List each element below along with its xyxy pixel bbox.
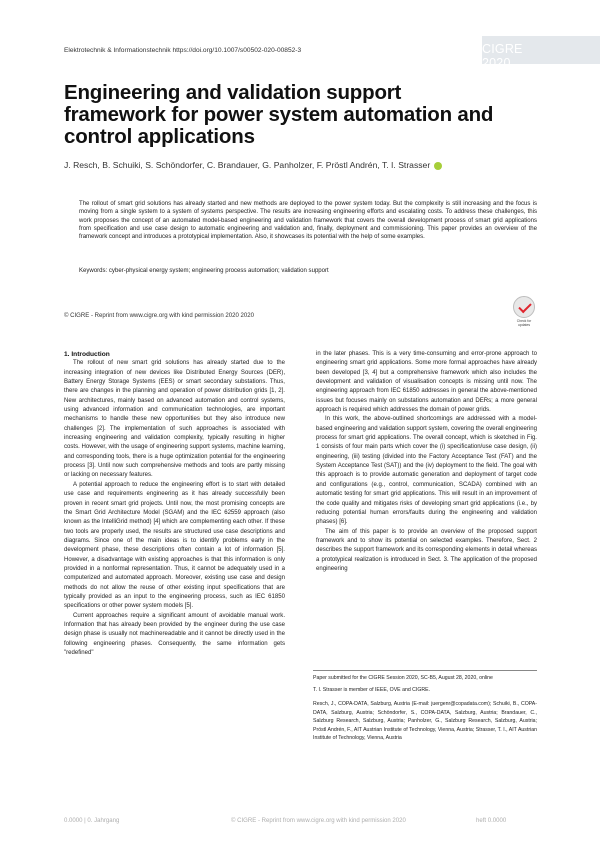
footer-page: heft 0.0000 xyxy=(476,818,507,824)
intro-paragraph-6: The aim of this paper is to provide an overview of the proposed support framework and to show its potential on selected examples. Therefore, Sect. 2 describes the support framework and its corresponding elements in detail whereas a prototypical realization is introduced in Sect. 3. The application of the proposed engineering xyxy=(316,528,537,572)
right-column xyxy=(316,350,537,574)
footer-issue: 0.0000 | 0. Jahrgang xyxy=(64,818,120,824)
footnote-affiliations: Resch, J., COPA-DATA, Salzburg, Austria (E-mail: juergenr@copadata.com); Schuiki, B., COPA-DATA, Salzburg, Austria; Schöndorfer, S., COPA-DATA, Salzburg, Austria; Brandauer, C., Salzburg Research, Salzburg, Austria; Panholzer, G., Salzburg Research, Salzburg, Austria; Pröstl Andrén, F., AIT Austrian Institute of Technology, Vienna, Austria; Strasser, T. I., AIT Austrian Institute of Technology, Vienna, Austria xyxy=(313,701,537,742)
intro-paragraph-1: The rollout of new smart grid solutions has already started due to the increasing integration of new devices like Distributed Energy Sources (DER), Battery Energy Storage Systems (EES) or smart secondary substations. Thus, there are changes in the planning and operation of power distribution grids [1, 2]. New architectures, mainly based on advanced automation and control systems, using advanced information and communication technologies, are important mechanisms to handle these new opportunities but they also introduce new challenges [2]. The implementation of such approaches is associated with increasing engineering and validation complexity, typically resulting in higher costs. However, with the usage of engineering support systems, machine learning, and corresponding tools, there is a huge optimization potential for the engineering process [3]. Until now such comprehensive methods and tools are partly missing or lacking on necessary features. xyxy=(64,360,285,479)
footnote-membership: T. I. Strasser is member of IEEE, OVE and CIGRE. xyxy=(313,687,431,693)
cigre-badge-label: CIGRE 2020 xyxy=(482,42,523,70)
intro-paragraph-5: In this work, the above-outlined shortcomings are addressed with a model-based engineering and validation support system, covering the overall engineering process for smart grid applications. The overall concept, which is sketched in Fig. 1 consists of four main parts which cover the (i) specification/use case design, (ii) engineering, (iii) testing (divided into the Factory Acceptance Test (FAT) and the System Acceptance Test (SAT)) and the (iv) deployment to the field. The goal with this approach is to provide automatic generation and deployment of target code and configurations (e.g., control, communication, SCADA) combined with an automatic testing for smart grid applications. This will result in an improvement of the code quality and mitigates risks of developing smart grid applications (i.e., by reducing potential human errors/faults during the engineering and validation phases) [6]. xyxy=(316,416,537,526)
abstract: The rollout of smart grid solutions has already started and new methods are deployed to the power system today. But the complexity is still increasing and the focus is moving from a single system to a system of systems perspective. The results are increasing engineering efforts and escalating costs. To address these challenges, this work proposes the concept of an automated model-based engineering and validation framework that covers the overall development process of smart grid applications from specification and use case design to automatic engineering and validation and, finally, deployment and commissioning. This paper provides an overview of the framework concept and introduces a prototypical implementation. Also, it showcases its potential with the help of some examples. xyxy=(79,201,537,241)
check-for-updates-badge[interactable] xyxy=(511,296,537,332)
footnote-submitted: Paper submitted for the CIGRE Session 2020, SC-B5, August 28, 2020, online xyxy=(313,675,493,681)
copyright-line: © CIGRE - Reprint from www.cigre.org with kind permission 2020 2020 xyxy=(64,313,254,319)
cigre-badge xyxy=(482,36,600,70)
orcid-icon[interactable] xyxy=(434,162,442,170)
section-heading-introduction: 1. Introduction xyxy=(64,351,110,358)
check-updates-icon xyxy=(513,296,535,318)
author-list xyxy=(64,160,442,170)
left-column xyxy=(64,350,285,658)
author-names: J. Resch, B. Schuiki, S. Schöndorfer, C. Brandauer, G. Panholzer, F. Pröstl Andrén, T. I. Strasser xyxy=(64,160,431,170)
intro-paragraph-3: Current approaches require a significant amount of avoidable manual work. Information that has already been provided by the engineer during the use case design phase is usually not machinereadable and it cannot be directly used in the following engineering phases. Consequently, the same information gets "redefined" xyxy=(64,612,285,656)
footer-reprint: © CIGRE - Reprint from www.cigre.org with kind permission 2020 xyxy=(231,818,406,824)
journal-doi-line: Elektrotechnik & Informationstechnik https://doi.org/10.1007/s00502-020-00852-3 xyxy=(64,47,302,54)
intro-paragraph-4: in the later phases. This is a very time-consuming and error-prone approach to engineering smart grid applications. Some more formal approaches have already been developed [3, 4] but a comprehensive framework which also includes the development and validation of visualisation concepts is missing until now. The engineering approach from IEC 61850 addresses in general the above-mentioned issues but focuses mainly on substations automation and DERs; a more general approach is required which addresses the domain of power grids. xyxy=(316,351,537,414)
keywords: Keywords: cyber-physical energy system; engineering process automation; validation support xyxy=(79,268,329,274)
intro-paragraph-2: A potential approach to reduce the engineering effort is to start with detailed use case and requirements engineering as it has already successfully been proven in recent smart grid projects. Until now, the most promising concepts are the Smart Grid Architecture Model (SGAM) and the IEC 62559 approach (also known as the IntelliGrid method) [4] which are complementing each other. If these two tools are properly used, the results are structured use case descriptions and diagrams. Since one of the main ideas is to identify problems early in the development phase, these descriptions often contain a lot of information [5]. However, a disadvantage with existing approaches is that this information is only provided in a nonformal representation. Thus, it cannot be adequately used in a computerized and automated approach. Moreover, existing use case and design methods do not allow the reuse of other existing input specifications that are typically provided as an input to the engineering process, such as IEC 61850 specifications or other power system models [5]. xyxy=(64,481,285,610)
check-updates-label: Check for updates xyxy=(516,319,532,327)
paper-title: Engineering and validation support framework for power system automation and control applications xyxy=(64,81,494,148)
footnote-divider xyxy=(313,670,537,671)
